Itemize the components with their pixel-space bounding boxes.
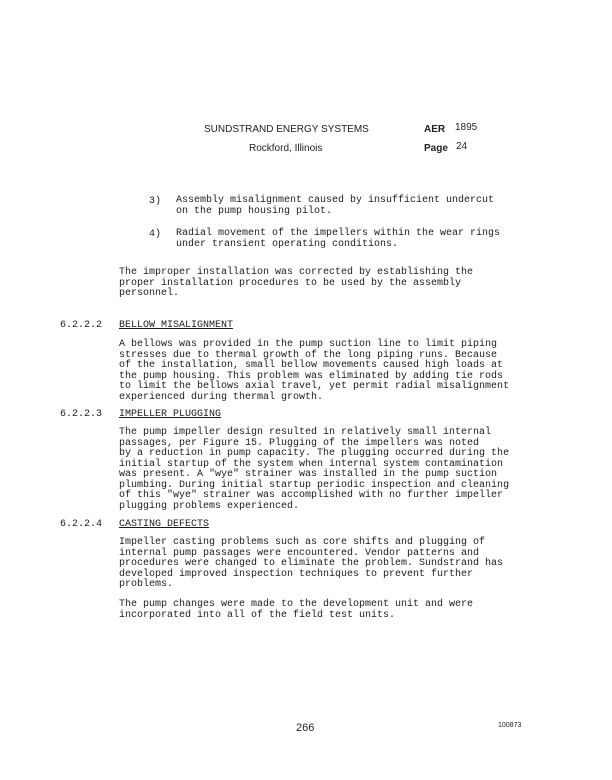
company-name: SUNDSTRAND ENERGY SYSTEMS (204, 124, 369, 135)
item-number: 3) (149, 196, 162, 207)
section-number: 6.2.2.4 (60, 519, 103, 530)
page-number: 24 (456, 141, 468, 152)
section-paragraph: The pump changes were made to the development unit and were incorporated into all of the field test units. (119, 599, 474, 621)
section-number: 6.2.2.2 (60, 320, 103, 331)
company-location: Rockford, Illinois (249, 143, 323, 154)
item-text: Radial movement of the impellers within the wear rings under transient operating conditions. (176, 228, 501, 250)
report-label: AER (424, 124, 446, 135)
section-paragraph: Impeller casting problems such as core shifts and plugging of internal pump passages were encountered. Vendor patterns and procedures were changed to eliminate the problem. Sundstrand has developed improved inspection techniques to prevent further problems. (119, 537, 504, 590)
section-paragraph: The pump impeller design resulted in relatively small internal passages, per Figure 15. Plugging of the impellers was noted by a reduction in pump capacity. The plugging occurred during the initial startup of the system when internal system contamination was present. A "wye" strainer was installed in the pump suction plumbing. During initial startup periodic inspection and cleaning of this "wye" strainer was accomplished with no further impeller plugging problems experienced. (119, 427, 510, 512)
page-label: Page (424, 143, 448, 154)
section-title: CASTING DEFECTS (119, 519, 210, 530)
section-title: IMPELLER PLUGGING (119, 409, 222, 420)
item-text: Assembly misalignment caused by insufficient undercut on the pump housing pilot. (176, 195, 495, 217)
item-number: 4) (149, 229, 162, 240)
footer-page-number: 266 (296, 722, 315, 734)
section-paragraph: A bellows was provided in the pump suction line to limit piping stresses due to thermal growth of the long piping runs. Because of the installation, small bellow movements caused high loads at the pump housing. This problem was eliminated by adding tie rods to limit the bellows axial travel, yet permit radial misalignment experienced during thermal growth. (119, 339, 510, 403)
footer-doc-code: 100873 (498, 722, 522, 729)
report-number: 1895 (455, 122, 478, 133)
section-number: 6.2.2.3 (60, 409, 103, 420)
section-title: BELLOW MISALIGNMENT (119, 320, 234, 331)
intro-paragraph: The improper installation was corrected by establishing the proper installation procedures to be used by the assembly personnel. (119, 267, 474, 299)
